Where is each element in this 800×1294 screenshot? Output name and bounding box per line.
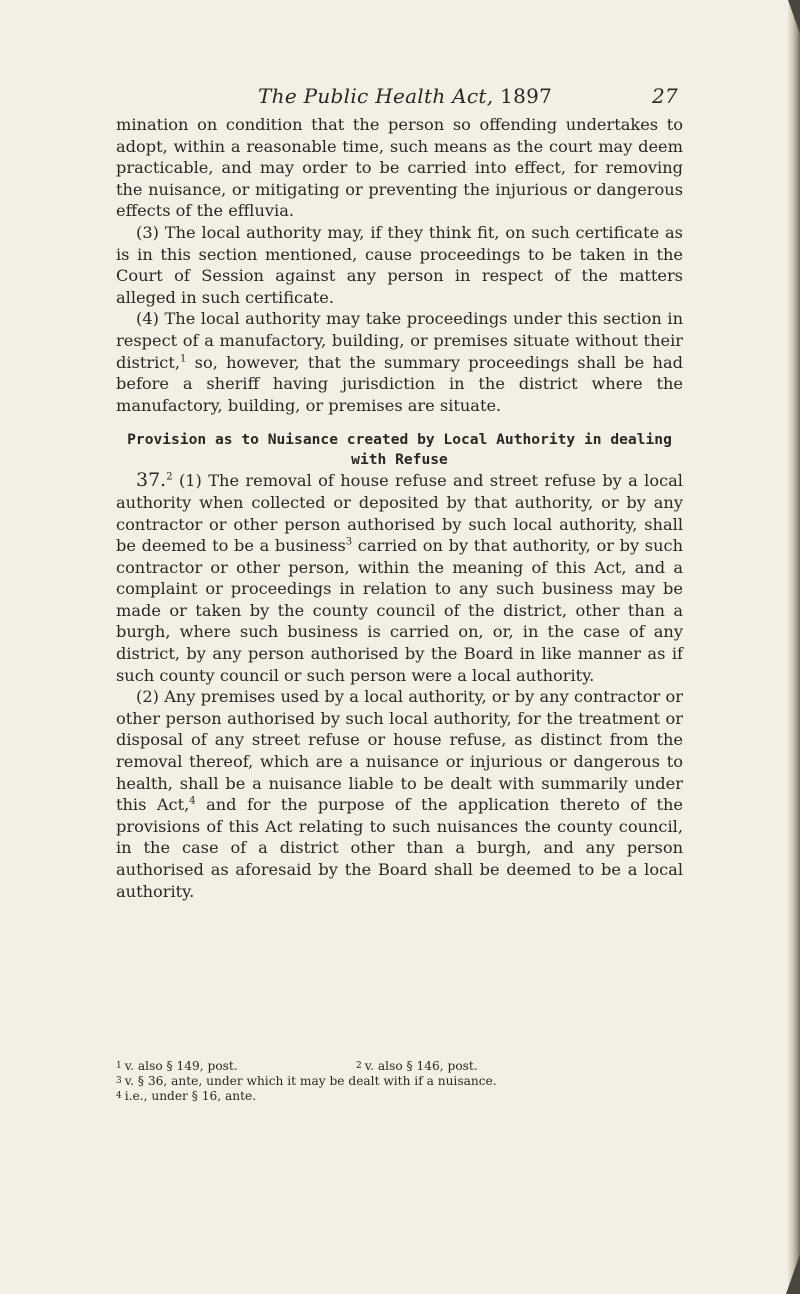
- page-corner-top: [788, 0, 800, 34]
- footnote-ref-4: 4: [189, 795, 196, 807]
- page-number: 27: [651, 84, 678, 108]
- footnote-ref-2: 2: [166, 471, 173, 483]
- paragraph-subsection-3: (3) The local authority may, if they think fit, on such certificate as is in this section mentioned, cause proceedings to be taken in the Court of Session against any person in respect of the matters alleged in such certificate.: [116, 222, 683, 307]
- footnote-2: [356, 1059, 478, 1074]
- footnote-2-text: v. also § 146, post.: [364, 1059, 478, 1073]
- footnote-1-marker: 1: [116, 1061, 122, 1071]
- section-number: 37.: [136, 469, 167, 492]
- running-title: [258, 84, 552, 108]
- section-37-2-text-b: and for the purpose of the application thereto of the provisions of this Act relating to such nuisances the county council, in the case of a district other than a burgh, and any person authorised as aforesaid by the Board shall be deemed to be a local authority.: [116, 795, 683, 901]
- subsection-4-text-a: (4) The local authority may take proceedings under this section in respect of a manufactory, building, or premises situate without their district,: [116, 309, 683, 372]
- running-title-text: The Public Health Act,: [258, 84, 494, 108]
- footnote-4-marker: 4: [116, 1091, 122, 1101]
- section-37-subsection-2: [116, 686, 683, 902]
- page-corner-bottom: [786, 1254, 800, 1294]
- paragraph-subsection-4: [116, 308, 683, 416]
- page-body: [116, 114, 683, 902]
- subsection-4-text-b: so, however, that the summary proceedings shall be had before a sheriff having jurisdiction in the district where the manufactory, building, or premises are situate.: [116, 352, 683, 415]
- footnote-4: [116, 1089, 683, 1104]
- footnote-1-text: v. also § 149, post.: [124, 1059, 238, 1073]
- section-heading: Provision as to Nuisance created by Local Authority in dealing with Refuse: [127, 431, 672, 469]
- footnote-3: [116, 1074, 683, 1089]
- section-37-2-text-a: (2) Any premises used by a local authority, or by any contractor or other person authorised by such local authority, for the treatment or disposal of any street refuse or house refuse, as distinct from the removal thereof, which are a nuisance or injurious or dangerous to health, shall be a nuisance liable to be dealt with summarily under this Act,: [116, 687, 683, 815]
- footnotes: [116, 1059, 683, 1104]
- running-year: 1897: [500, 84, 553, 108]
- footnote-1: [116, 1059, 356, 1074]
- footnote-2-marker: 2: [356, 1061, 362, 1071]
- footnote-ref-3: 3: [345, 536, 353, 548]
- paragraph-continued: mination on condition that the person so offending undertakes to adopt, within a reasonable time, such means as the court may deem practicable, and may order to be carried into effect, for removing the nuisance, or mitigating or preventing the injurious or dangerous effects of the effluvia.: [116, 115, 683, 221]
- footnote-3-text: v. § 36, ante, under which it may be dealt with if a nuisance.: [124, 1074, 497, 1088]
- section-37-subsection-1: [116, 470, 683, 686]
- footnote-row: [116, 1059, 683, 1074]
- footnote-ref-1: 1: [179, 353, 187, 365]
- page-edge: [788, 0, 800, 1294]
- footnote-3-marker: 3: [116, 1076, 122, 1086]
- section-37-1-text-a: (1) The removal of house refuse and street refuse by a local authority when collected or deposited by that authority, or by any contractor or other person authorised by such local authority, shall be deemed to be a business: [116, 471, 683, 556]
- section-37-1-text-b: carried on by that authority, or by such contractor or other person, within the meaning of this Act, and a complaint or proceedings in relation to any such business may be made or taken by the county council of the district, other than a burgh, where such business is carried on, or, in the case of any district, by any person authorised by the Board in like manner as if such county council or such person were a local authority.: [116, 536, 684, 685]
- footnote-4-text: i.e., under § 16, ante.: [124, 1089, 257, 1103]
